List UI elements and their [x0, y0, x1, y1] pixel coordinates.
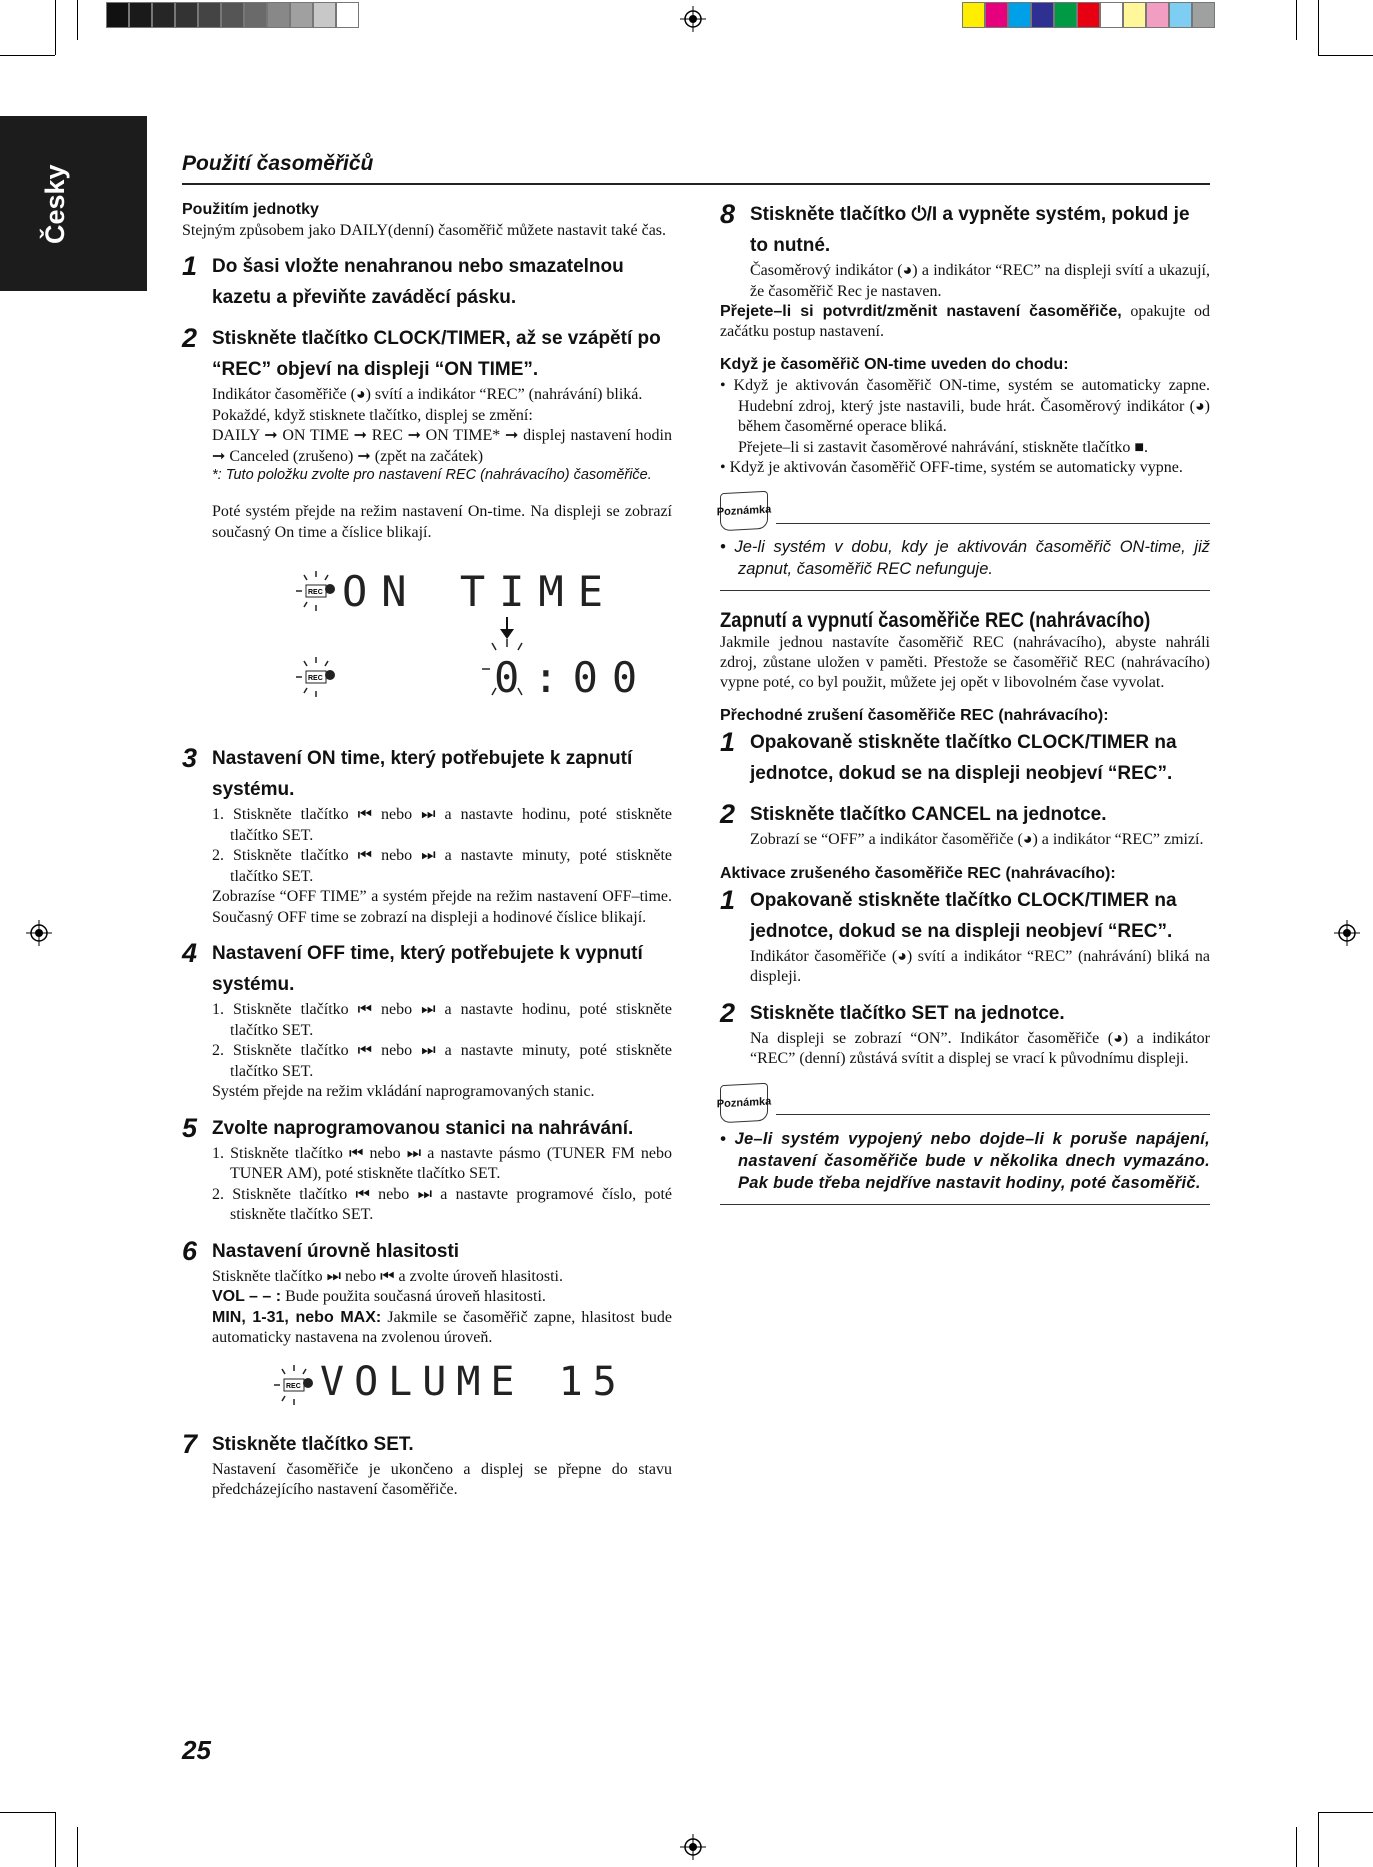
registration-mark-icon — [26, 920, 52, 946]
step-text: Poté systém přejde na režim nastavení On-time. Na displeji se zobrazí současný On time a číslice blikají. — [212, 503, 672, 541]
step-8 — [720, 199, 1210, 261]
intro-text: Stejným způsobem jako DAILY(denní) časoměřič můžete nastavit také čas. — [182, 222, 667, 239]
step-6 — [182, 1236, 672, 1267]
step-number: 1 — [720, 727, 736, 757]
note-header — [716, 1084, 1210, 1122]
step-title: Stiskněte tlačítko SET. — [212, 1433, 414, 1455]
cancel-step-2 — [720, 799, 1210, 830]
activate-heading: Aktivace zrušeného časoměřiče REC (nahrávacího): — [720, 864, 1116, 882]
page-number: 25 — [182, 1735, 211, 1765]
step-text: Pokaždé, když stisknete tlačítko, displej se změní: — [212, 406, 533, 424]
color-swatch — [1008, 2, 1031, 28]
sub-step: 2. Stiskněte tlačítko ⏮ nebo ⏭ a nastavte programové číslo, poté stiskněte tlačítko SET. — [212, 1185, 672, 1223]
step-text: DAILY ➞ ON TIME ➞ REC ➞ ON TIME* ➞ displej nastavení hodin ➞ Canceled (zrušeno) ➞ (zpět na začátek) — [212, 427, 672, 465]
subsection-text: Jakmile jednou nastavíte časoměřič REC (nahrávacího), abyste nahráli zdroj, zůstane uložen v paměti. Přestože se časoměřič REC (nahrávacího) vypne poté, co byl použit, můžete jej opět v libovolném čase vyvolat. — [720, 634, 1210, 691]
note-rule — [776, 1114, 1210, 1115]
trim-mark — [55, 0, 56, 55]
lcd-volume-illustration — [182, 1349, 672, 1419]
running-bullet-cont: Přejete–li si zastavit časoměrové nahrávání, stiskněte tlačítko ■. — [738, 438, 1148, 456]
step-6-body — [212, 1267, 672, 1349]
trim-mark — [55, 1812, 56, 1867]
activate-step-2-body — [750, 1029, 1210, 1070]
step-3 — [182, 743, 672, 805]
rec-timer-indicator-icon — [272, 1363, 316, 1407]
gray-swatch — [313, 2, 336, 28]
step-number: 8 — [720, 199, 736, 229]
cancel-step-1 — [720, 727, 1210, 789]
vol-label: VOL – – : — [212, 1288, 282, 1305]
color-swatch — [1054, 2, 1077, 28]
step-text: Nastavení časoměřiče je ukončeno a displej se přepne do stavu předcházejícího nastavení časoměřiče. — [212, 1460, 672, 1498]
note-text: • Je-li systém v dobu, kdy je aktivován časoměřič ON-time, již zapnut, časoměřič REC nefunguje. — [720, 538, 1210, 578]
gray-swatch — [129, 2, 152, 28]
cancel-heading: Přechodné zrušení časoměřiče REC (nahrávacího): — [720, 707, 1109, 724]
trim-mark — [1318, 0, 1319, 55]
step-number: 2 — [720, 799, 736, 829]
activate-step-1-body — [750, 947, 1210, 988]
footnote: *: Tuto položku zvolte pro nastavení REC (nahrávacího) časoměřiče. — [212, 467, 652, 483]
registration-mark-icon — [680, 6, 706, 32]
note-end-rule — [720, 590, 1210, 591]
min-text: Jakmile se časoměřič zapne, hlasitost bude automaticky nastavena na zvolenou úroveň. — [212, 1308, 673, 1346]
gray-scale-bar — [106, 2, 359, 28]
step-title: Nastavení ON time, který potřebujete k zapnutí systému. — [212, 748, 633, 800]
color-swatch — [1146, 2, 1169, 28]
color-swatch — [1123, 2, 1146, 28]
gray-swatch — [175, 2, 198, 28]
step-number: 5 — [182, 1112, 198, 1143]
color-swatch — [1031, 2, 1054, 28]
step-2 — [182, 323, 672, 385]
step-title: Stiskněte tlačítko CLOCK/TIMER, až se vzápětí po “REC” objeví na displeji “ON TIME”. — [212, 328, 661, 380]
note-book-icon: Poznámka — [720, 1082, 768, 1123]
lcd-illustrations — [182, 543, 672, 733]
title-rule — [182, 183, 1210, 185]
step-7 — [182, 1429, 672, 1460]
step-8-body — [750, 261, 1210, 302]
step-4 — [182, 938, 672, 1000]
left-column — [182, 195, 672, 1501]
sub-step: 1. Stiskněte tlačítko ⏮ nebo ⏭ a nastavte pásmo (TUNER FM nebo TUNER AM), poté stiskněte tlačítko SET. — [212, 1144, 672, 1182]
trim-mark — [0, 55, 55, 56]
right-column — [716, 195, 1211, 1205]
sub-step: 2. Stiskněte tlačítko ⏮ nebo ⏭ a nastavte minuty, poté stiskněte tlačítko SET. — [212, 1042, 672, 1080]
step-4-body — [212, 1000, 672, 1103]
note-book-icon: Poznámka — [720, 491, 768, 532]
step-number: 2 — [720, 997, 736, 1028]
gray-swatch — [106, 2, 129, 28]
running-heading: Když je časoměřič ON-time uveden do chodu: — [720, 356, 1069, 373]
svg-text:REC: REC — [308, 675, 323, 682]
step-text: Stiskněte tlačítko ⏭ nebo ⏮ a zvolte úroveň hlasitosti. — [212, 1267, 563, 1285]
gray-swatch — [290, 2, 313, 28]
step-number: 4 — [182, 938, 198, 968]
step-number: 7 — [182, 1428, 198, 1459]
note-end-rule — [720, 1204, 1210, 1205]
gray-swatch — [198, 2, 221, 28]
step-text: Zobrazíse “OFF TIME” a systém přejde na režim nastavení OFF–time. Současný OFF time se zobrazí na displeji a hodinové číslice blikají. — [212, 888, 672, 926]
svg-text:REC: REC — [286, 1382, 301, 1390]
trim-mark — [1318, 1812, 1373, 1813]
note-text: • Je–li systém vypojený nebo dojde–li k poruše napájení, nastavení časoměřiče bude v několika dnech vymazáno. Pak bude třeba nejdříve nastavit hodiny, poté časoměřič. — [720, 1129, 1210, 1192]
step-text: Zobrazí se “OFF” a indikátor časoměřiče (◕) a indikátor “REC” zmizí. — [750, 831, 1204, 848]
confirm-bold: Přejete–li si potvrdit/změnit nastavení časoměřiče, — [720, 303, 1122, 320]
step-5 — [182, 1113, 672, 1144]
lcd-time: 0:00 — [494, 653, 652, 702]
subsection-title: Zapnutí a vypnutí časoměřiče REC (nahrávacího) — [720, 609, 1151, 632]
step-text: Indikátor časoměřiče (◕) svítí a indikátor “REC” (nahrávání) bliká. — [212, 386, 643, 403]
sub-step: 1. Stiskněte tlačítko ⏮ nebo ⏭ a nastavte hodinu, poté stiskněte tlačítko SET. — [212, 1001, 672, 1039]
running-bullet: • Když je aktivován časoměřič ON-time, systém se automaticky zapne. Hudební zdroj, který jste nastavili, bude hrát. Časoměrový indikátor (◕) během časoměrné operace bliká. — [720, 377, 1210, 435]
step-number: 1 — [182, 251, 198, 281]
gray-swatch — [152, 2, 175, 28]
color-swatch — [1169, 2, 1192, 28]
trim-mark — [1318, 1812, 1319, 1867]
trim-mark — [0, 1812, 55, 1813]
step-title: Stiskněte tlačítko SET na jednotce. — [750, 1002, 1065, 1024]
note-rule — [776, 523, 1210, 524]
step-text: Časoměrový indikátor (◕) a indikátor “REC” na displeji svítí a ukazují, že časoměřič Rec je nastaven. — [750, 262, 1210, 300]
step-title: Zvolte naprogramovanou stanici na nahrávání. — [212, 1117, 634, 1139]
color-bar — [962, 2, 1215, 28]
step-5-body — [212, 1144, 672, 1226]
lcd-volume: VOLUME 15 — [320, 1358, 627, 1405]
section-title: Použití časoměřičů — [182, 152, 374, 175]
step-title: Nastavení OFF time, který potřebujete k vypnutí systému. — [212, 943, 643, 995]
sub-step: 2. Stiskněte tlačítko ⏮ nebo ⏭ a nastavte minuty, poté stiskněte tlačítko SET. — [212, 847, 672, 885]
step-number: 3 — [182, 743, 198, 773]
step-number: 1 — [720, 884, 736, 915]
step-1 — [182, 251, 672, 313]
language-tab-label: Česky — [40, 164, 70, 244]
rec-timer-indicator-icon — [294, 569, 338, 613]
rec-timer-indicator-icon — [294, 655, 338, 699]
trim-mark — [77, 0, 78, 40]
lcd-on-time: ON TIME — [342, 567, 618, 616]
activate-step-2 — [720, 998, 1210, 1029]
min-label: MIN, 1-31, nebo MAX: — [212, 1308, 382, 1326]
svg-text:REC: REC — [308, 589, 323, 596]
color-swatch — [985, 2, 1008, 28]
color-swatch — [1100, 2, 1123, 28]
sub-step: 1. Stiskněte tlačítko ⏮ nebo ⏭ a nastavte hodinu, poté stiskněte tlačítko SET. — [212, 806, 672, 844]
registration-mark-icon — [680, 1834, 706, 1860]
step-3-body — [212, 805, 672, 928]
step-title: Do šasi vložte nenahranou nebo smazatelnou kazetu a převiňte zaváděcí pásku. — [212, 256, 624, 308]
color-swatch — [1192, 2, 1215, 28]
running-bullet: • Když je aktivován časoměřič OFF-time, systém se automaticky vypne. — [720, 458, 1183, 476]
registration-mark-icon — [1334, 920, 1360, 946]
language-tab — [0, 116, 147, 291]
confirm-rest: opakujte od začátku postup nastavení. — [720, 303, 1211, 340]
color-swatch — [1077, 2, 1100, 28]
gray-swatch — [336, 2, 359, 28]
step-2-body — [212, 385, 672, 543]
step-title: Nastavení úrovně hlasitosti — [212, 1240, 460, 1262]
trim-mark — [1296, 0, 1297, 40]
note-header — [716, 492, 1210, 530]
color-swatch — [962, 2, 985, 28]
step-title: Opakovaně stiskněte tlačítko CLOCK/TIMER na jednotce, dokud se na displeji neobjeví “REC”. — [750, 889, 1177, 942]
step-title: Stiskněte tlačítko CANCEL na jednotce. — [750, 804, 1107, 825]
trim-mark — [1296, 1827, 1297, 1867]
step-number: 2 — [182, 323, 198, 353]
gray-swatch — [221, 2, 244, 28]
trim-mark — [77, 1827, 78, 1867]
step-text: Indikátor časoměřiče (◕) svítí a indikátor “REC” (nahrávání) bliká na displeji. — [750, 947, 1210, 985]
step-7-body — [212, 1460, 672, 1501]
step-title: Opakovaně stiskněte tlačítko CLOCK/TIMER na jednotce, dokud se na displeji neobjeví “REC”. — [750, 732, 1177, 784]
vol-text: Bude použita současná úroveň hlasitosti. — [285, 1288, 546, 1305]
step-title: Stiskněte tlačítko ⏻/I a vypněte systém, pokud je to nutné. — [750, 204, 1190, 256]
activate-step-1 — [720, 885, 1210, 947]
intro-heading: Použitím jednotky — [182, 201, 319, 218]
trim-mark — [1318, 55, 1373, 56]
step-text: Na displeji se zobrazí “ON”. Indikátor časoměřiče (◕) a indikátor “REC” (denní) zůstává svítit a displej se vrací k původnímu displeji. — [750, 1029, 1210, 1067]
cancel-step-2-body — [750, 830, 1210, 851]
down-arrow-icon — [500, 617, 514, 639]
gray-swatch — [244, 2, 267, 28]
step-number: 6 — [182, 1235, 198, 1266]
gray-swatch — [267, 2, 290, 28]
step-text: Systém přejde na režim vkládání naprogramovaných stanic. — [212, 1083, 595, 1100]
confirm-text — [720, 302, 1210, 342]
